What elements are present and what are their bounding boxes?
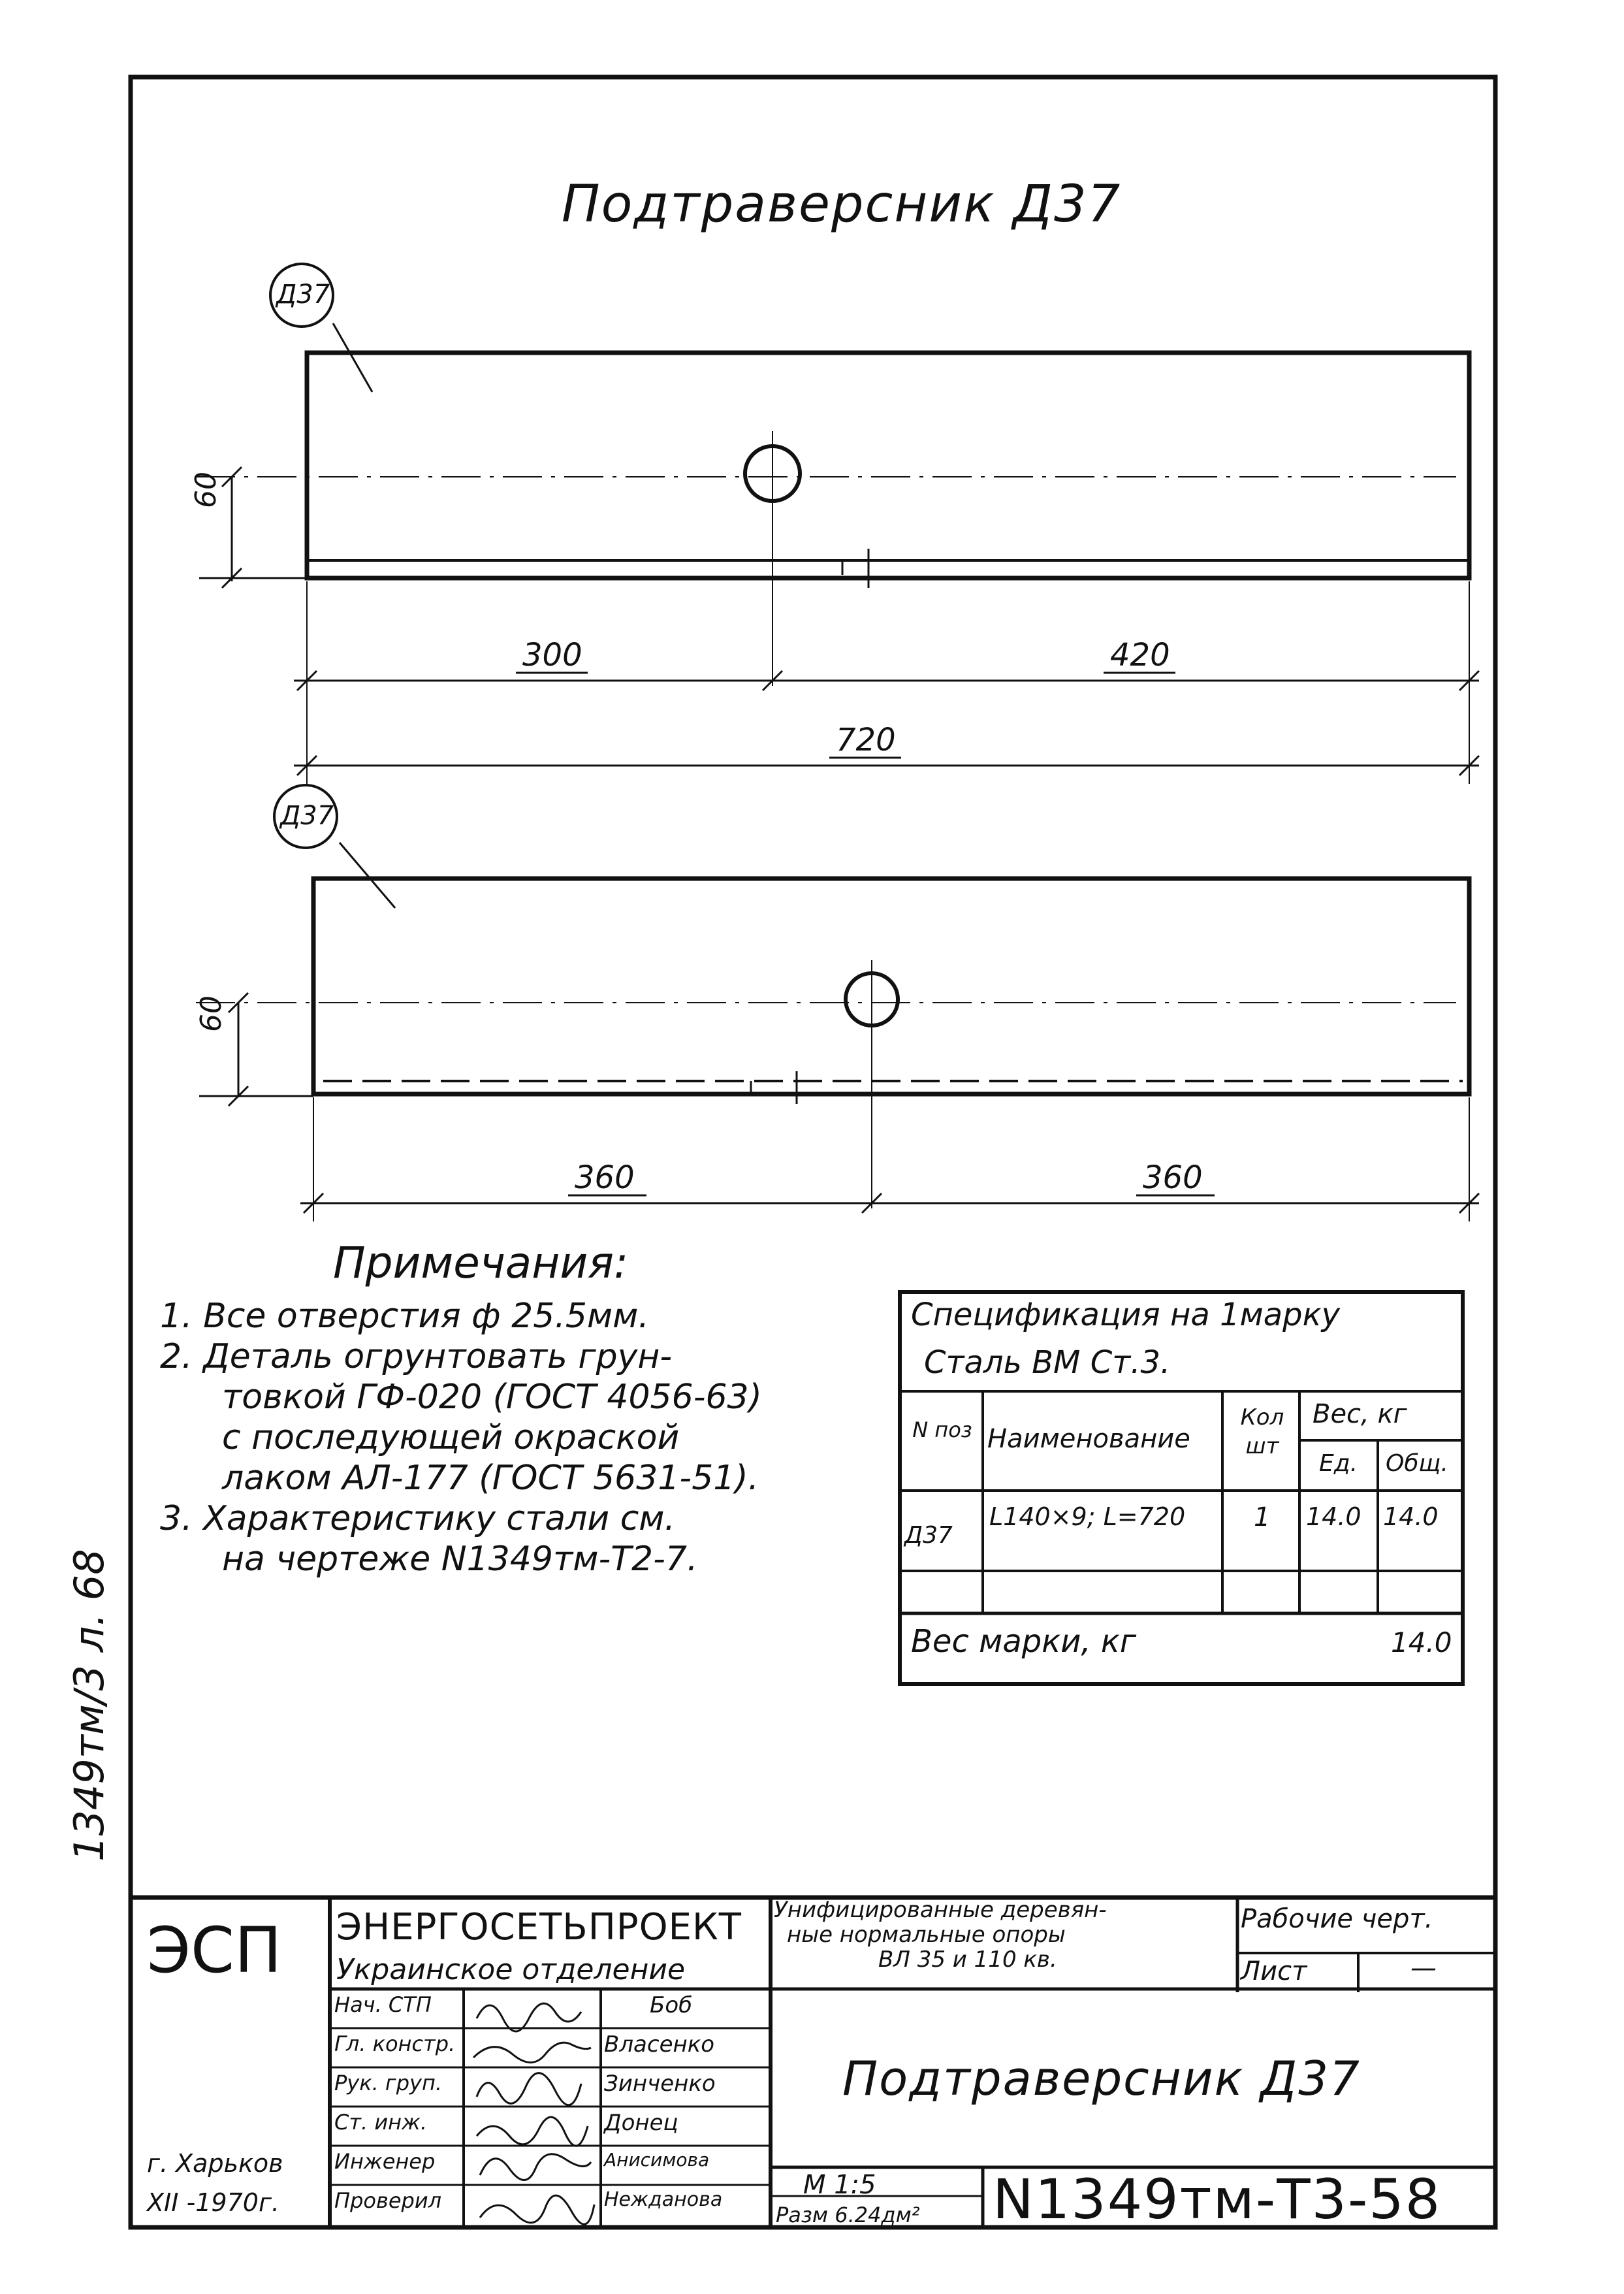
person-name: Нежданова [604,2188,723,2211]
drawing-name: Подтраверсник Д37 [842,2051,1361,2106]
person-name: Боб [650,1992,693,2018]
note-line: 3. Характеристику стали см. [160,1499,676,1538]
spec-col-name: Наименование [987,1424,1190,1454]
signature-6 [480,2195,594,2224]
note-line: с последующей окраской [222,1418,680,1457]
date: XII -1970г. [147,2188,279,2217]
spec-material: Сталь ВМ Ст.3. [924,1344,1171,1381]
org-dept: Украинское отделение [336,1953,686,1986]
drawing-title: Подтраверсник Д37 [562,175,1122,234]
signature-4 [477,2117,588,2146]
spec-row-unit: 14.0 [1306,1502,1361,1531]
role-label: Нач. СТП [334,1992,432,2017]
bottom-dim-left: 360 [575,1159,635,1196]
spec-col-weight: Вес, кг [1313,1399,1407,1429]
note-line: 2. Деталь огрунтовать грун- [160,1337,673,1376]
spec-col-qty: Кол шт [1240,1404,1284,1459]
spec-row-total: 14.0 [1383,1502,1439,1531]
spec-row-qty: 1 [1254,1502,1271,1532]
city: г. Харьков [147,2149,283,2178]
project-line: Унифицированные деревян- [774,1897,1107,1923]
role-label: Рук. груп. [334,2071,443,2095]
note-line: лаком АЛ-177 (ГОСТ 5631-51). [222,1459,759,1498]
names-column [604,1992,722,2227]
signature-5 [480,2154,591,2180]
spec-row-pos: Д37 [904,1522,953,1549]
sheet-label: Лист [1241,1956,1307,1986]
person-name: Зинченко [604,2071,716,2097]
spec-col-total: Общ. [1386,1450,1448,1477]
spec-title: Спецификация на 1марку [911,1297,1341,1333]
stage-label: Рабочие черт. [1241,1904,1433,1934]
project-line: ные нормальные опоры [787,1922,1066,1948]
bottom-mark-label: Д37 [280,801,334,831]
margin-archive-note: 1349тм/3 л. 68 [65,1549,113,1862]
project-line: ВЛ 35 и 110 кв. [878,1947,1057,1973]
person-name: Донец [604,2110,678,2136]
spec-col-pos: N поз [912,1417,972,1442]
note-line: на чертеже N1349тм-Т2-7. [222,1540,698,1579]
signature-2 [473,2043,591,2062]
spec-footer-label: Вес марки, кг [911,1623,1137,1660]
role-label: Проверил [334,2188,442,2213]
org-name: ЭНЕРГОСЕТЬПРОЕКТ [336,1906,742,1948]
role-label: Гл. констр. [334,2031,456,2056]
spec-col-unit: Ед. [1319,1450,1358,1477]
notes-heading: Примечания: [333,1238,629,1288]
signature-3 [477,2073,581,2105]
person-name: Анисимова [604,2149,710,2171]
top-mark-label: Д37 [276,280,330,310]
top-dim-total: 720 [836,722,896,758]
role-label: Ст. инж. [334,2110,428,2135]
spec-row-name: L140×9; L=720 [989,1502,1186,1531]
role-label: Инженер [334,2149,436,2174]
bottom-dim-right: 360 [1143,1159,1203,1196]
signature-1 [477,2003,581,2031]
format-size: Разм 6.24дм² [776,2203,920,2227]
person-name: Власенко [604,2031,715,2058]
sheet-value: — [1410,1953,1437,1983]
top-dim-left: 300 [522,637,582,673]
scale: М 1:5 [803,2170,876,2200]
note-line: 1. Все отверстия ф 25.5мм. [160,1297,649,1336]
spec-footer-value: 14.0 [1391,1626,1452,1658]
top-dim-right: 420 [1110,637,1170,673]
bottom-height-dim: 60 [195,995,228,1032]
drawing-number: N1349тм-Т3-58 [993,2167,1442,2231]
top-height-dim: 60 [189,472,223,508]
org-logo: ЭСП [147,1914,282,1987]
note-line: товкой ГФ-020 (ГОСТ 4056-63) [222,1378,762,1417]
